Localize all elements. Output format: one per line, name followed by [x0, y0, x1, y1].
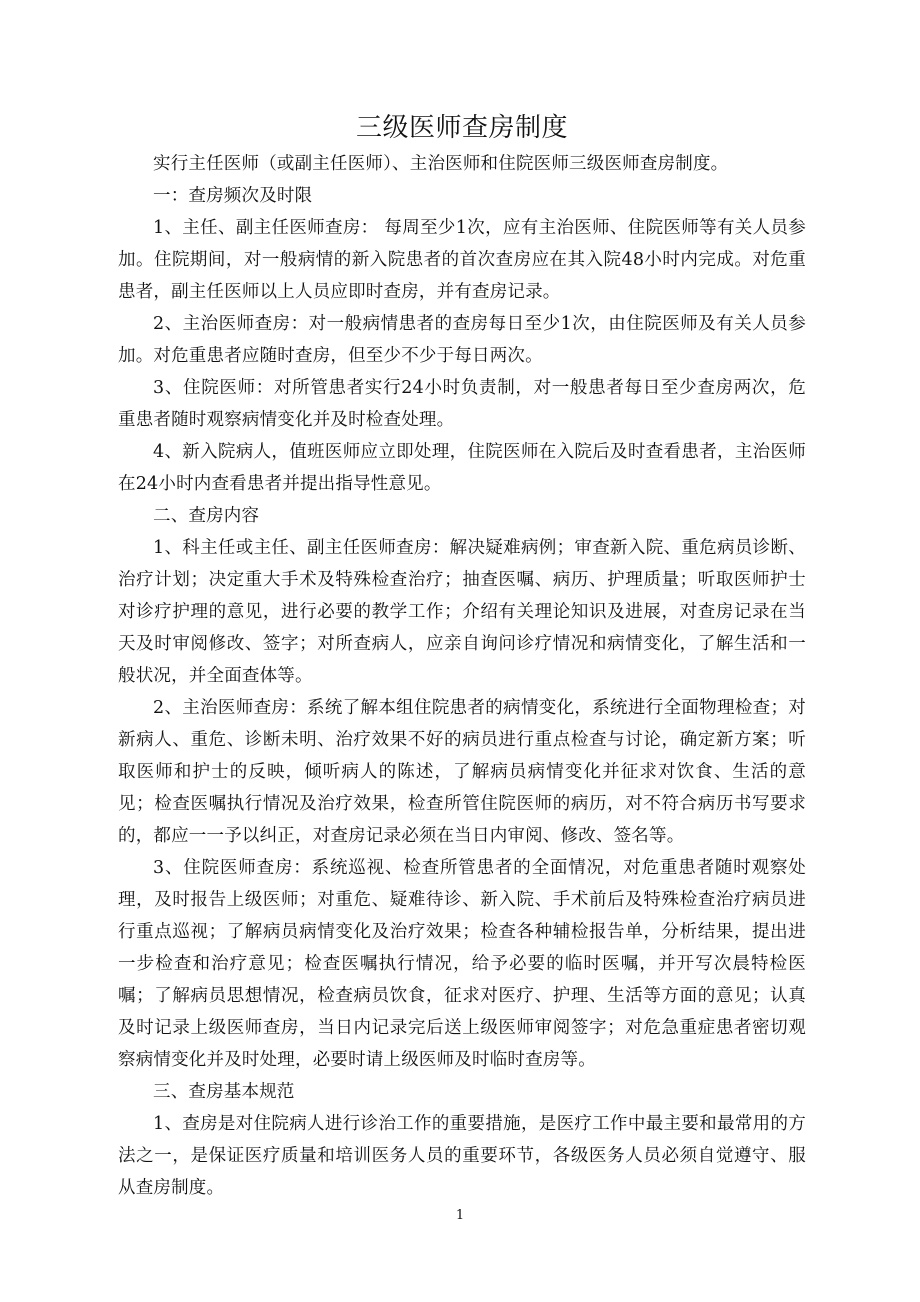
- section-heading-3: 三、查房基本规范: [153, 1082, 295, 1102]
- paragraph-1-4: 4、新入院病人，值班医师应立即处理，住院医师在入院后及时查看患者，主治医师在24小时内查看患者并提出指导性意见。: [118, 442, 806, 494]
- document-page: [118, 108, 806, 1204]
- document-title: 三级医师查房制度: [355, 113, 568, 143]
- section-heading-1: 一：查房频次及时限: [153, 186, 313, 206]
- paragraph-3-1: 1、查房是对住院病人进行诊治工作的重要措施，是医疗工作中最主要和最常用的方法之一，是保证医疗质量和培训医务人员的重要环节，各级医务人员必须自觉遵守、服从查房制度。: [118, 1114, 806, 1198]
- paragraph-2-3: 3、住院医师查房：系统巡视、检查所管患者的全面情况，对危重患者随时观察处理，及时报告上级医师；对重危、疑难待诊、新入院、手术前后及特殊检查治疗病员进行重点巡视；了解病员病情变化及治疗效果；检查各种辅检报告单，分析结果，提出进一步检查和治疗意见；检查医嘱执行情况，给予必要的临时医嘱，并开写次晨特检医嘱；了解病员思想情况，检查病员饮食，征求对医疗、护理、生活等方面的意见；认真及时记录上级医师查房，当日内记录完后送上级医师审阅签字；对危急重症患者密切观察病情变化并及时处理，必要时请上级医师及时临时查房等。: [118, 858, 806, 1070]
- paragraph-1-2: 2、主治医师查房：对一般病情患者的查房每日至少1次，由住院医师及有关人员参加。对危重患者应随时查房，但至少不少于每日两次。: [118, 314, 806, 366]
- paragraph-intro: 实行主任医师（或副主任医师）、主治医师和住院医师三级医师查房制度。: [153, 154, 729, 174]
- paragraph-1-1: 1、主任、副主任医师查房： 每周至少1次，应有主治医师、住院医师等有关人员参加。住院期间，对一般病情的新入院患者的首次查房应在其入院48小时内完成。对危重患者，副主任医师以上人员应即时查房，并有查房记录。: [118, 218, 806, 302]
- paragraph-2-2: 2、主治医师查房：系统了解本组住院患者的病情变化，系统进行全面物理检查；对新病人、重危、诊断未明、治疗效果不好的病员进行重点检查与讨论，确定新方案；听取医师和护士的反映，倾听病人的陈述，了解病员病情变化并征求对饮食、生活的意见；检查医嘱执行情况及治疗效果，检查所管住院医师的病历，对不符合病历书写要求的，都应一一予以纠正，对查房记录必须在当日内审阅、修改、签名等。: [118, 698, 806, 846]
- paragraph-2-1: 1、科主任或主任、副主任医师查房：解决疑难病例；审查新入院、重危病员诊断、治疗计划；决定重大手术及特殊检查治疗；抽查医嘱、病历、护理质量；听取医师护士对诊疗护理的意见，进行必要的教学工作；介绍有关理论知识及进展，对查房记录在当天及时审阅修改、签字；对所查病人，应亲自询问诊疗情况和病情变化，了解生活和一般状况，并全面查体等。: [118, 538, 806, 686]
- paragraph-1-3: 3、住院医师：对所管患者实行24小时负责制，对一般患者每日至少查房两次，危重患者随时观察病情变化并及时检查处理。: [118, 378, 806, 430]
- page-number: 1: [455, 1208, 465, 1223]
- section-heading-2: 二、查房内容: [153, 506, 260, 526]
